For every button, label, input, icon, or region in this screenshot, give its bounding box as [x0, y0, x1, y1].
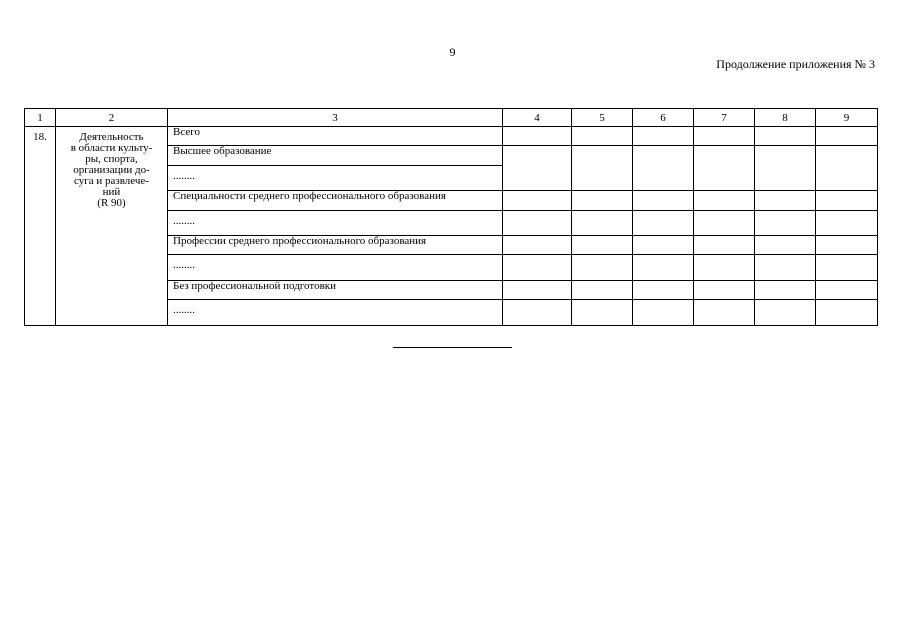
header-col-2: 2	[56, 109, 168, 127]
header-col-1: 1	[25, 109, 56, 127]
value-cell	[816, 191, 878, 210]
value-cell	[572, 300, 633, 325]
value-cell	[694, 280, 755, 299]
value-cell	[633, 127, 694, 146]
value-cell	[694, 235, 755, 254]
value-cell	[755, 300, 816, 325]
activity-line: суга и развлече-	[74, 175, 149, 187]
value-cell	[572, 146, 633, 191]
value-cell	[633, 210, 694, 235]
value-cell	[816, 255, 878, 280]
header-col-3: 3	[168, 109, 503, 127]
category-ellipsis: ........	[168, 165, 503, 190]
header-col-5: 5	[572, 109, 633, 127]
activity-line: ний	[102, 186, 121, 198]
activity-line: в области культу-	[70, 142, 153, 154]
activity-line: (R 90)	[97, 197, 126, 209]
value-cell	[503, 255, 572, 280]
value-cell	[503, 191, 572, 210]
category-ellipsis: ........	[168, 210, 503, 235]
value-cell	[755, 146, 816, 191]
value-cell	[503, 127, 572, 146]
header-col-6: 6	[633, 109, 694, 127]
value-cell	[633, 300, 694, 325]
category-ellipsis: ........	[168, 255, 503, 280]
value-cell	[694, 210, 755, 235]
value-cell	[633, 255, 694, 280]
table-row	[25, 127, 878, 146]
value-cell	[816, 280, 878, 299]
value-cell	[694, 127, 755, 146]
table-body	[25, 127, 878, 326]
value-cell	[503, 300, 572, 325]
category-secondary-professions: Профессии среднего профессионального образования	[168, 235, 503, 254]
value-cell	[503, 210, 572, 235]
value-cell	[633, 191, 694, 210]
value-cell	[755, 210, 816, 235]
value-cell	[572, 235, 633, 254]
value-cell	[633, 280, 694, 299]
value-cell	[816, 235, 878, 254]
page-number: 9	[449, 45, 456, 59]
value-cell	[503, 280, 572, 299]
value-cell	[694, 191, 755, 210]
value-cell	[503, 235, 572, 254]
value-cell	[694, 146, 755, 191]
header-col-7: 7	[694, 109, 755, 127]
value-cell	[572, 210, 633, 235]
value-cell	[503, 146, 572, 191]
value-cell	[572, 127, 633, 146]
value-cell	[633, 235, 694, 254]
value-cell	[572, 191, 633, 210]
data-table	[24, 108, 878, 326]
end-divider-line	[393, 347, 512, 348]
value-cell	[755, 280, 816, 299]
header-row	[25, 109, 878, 127]
activity-line: ры, спорта,	[85, 153, 138, 165]
value-cell	[755, 255, 816, 280]
activity-line: организации до-	[73, 164, 150, 176]
value-cell	[816, 127, 878, 146]
header-col-8: 8	[755, 109, 816, 127]
category-higher-education: Высшее образование	[168, 146, 503, 165]
value-cell	[755, 191, 816, 210]
value-cell	[816, 146, 878, 191]
value-cell	[755, 127, 816, 146]
value-cell	[755, 235, 816, 254]
header-col-9: 9	[816, 109, 878, 127]
activity-name	[56, 127, 168, 326]
header-col-4: 4	[503, 109, 572, 127]
value-cell	[633, 146, 694, 191]
value-cell	[816, 210, 878, 235]
value-cell	[816, 300, 878, 325]
category-total: Всего	[168, 127, 503, 146]
category-secondary-specialties: Специальности среднего профессионального образования	[168, 191, 503, 210]
activity-line: Деятельность	[79, 131, 144, 143]
value-cell	[694, 300, 755, 325]
value-cell	[694, 255, 755, 280]
value-cell	[572, 280, 633, 299]
row-number: 18.	[25, 127, 56, 326]
category-no-training: Без профессиональной подготовки	[168, 280, 503, 299]
category-ellipsis: ........	[168, 300, 503, 325]
value-cell	[572, 255, 633, 280]
appendix-continuation-note: Продолжение приложения № 3	[716, 57, 875, 71]
